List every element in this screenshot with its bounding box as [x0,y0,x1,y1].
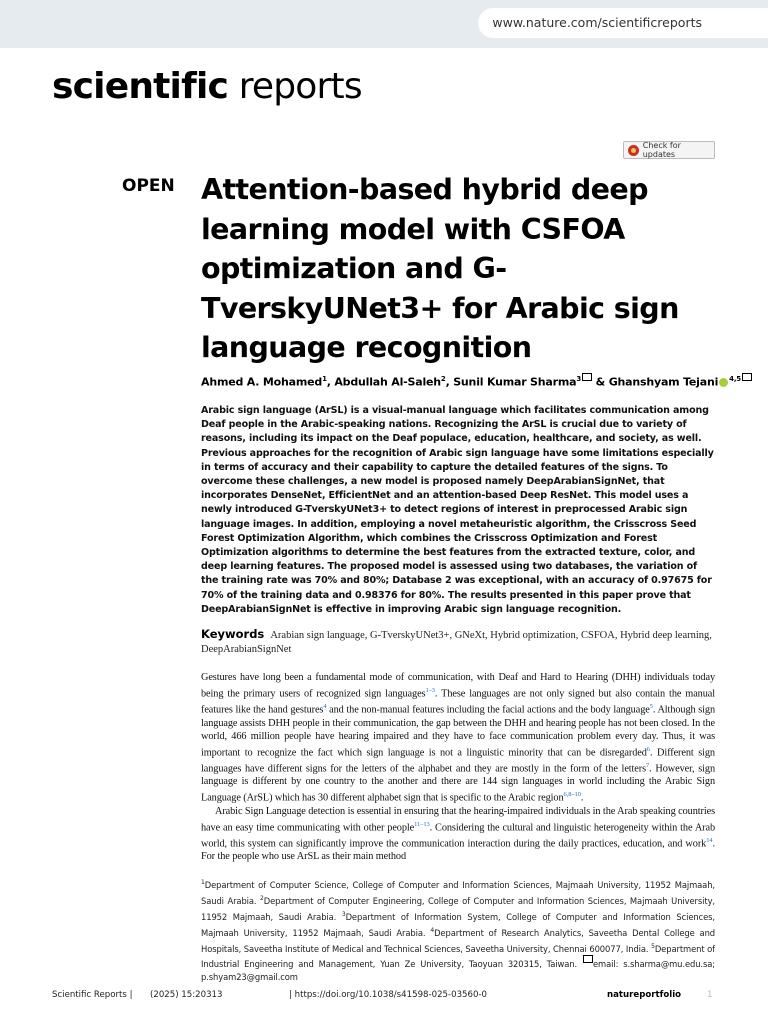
body-text [201,672,715,864]
journal-logo-light: reports [228,66,362,107]
body-text-run: . Although sign language assists DHH people in their communication, the gap between the DHH and hearing people has not been closed. In the world, 466 million people have hearing impaired and they have to face communication problem every day. Thus, it was important to recognize the fact which sign language is not a linguistic minority that can be disregarded [201,704,715,759]
article-title: Attention-based hybrid deep learning model with CSFOA optimization and G-TverskyUNet3+ for Arabic sign language recognition [201,173,679,364]
page-footer [52,990,716,1004]
citation-link[interactable]: 7 [646,761,650,769]
author-affiliation-ref: 2 [440,375,446,383]
citation-link[interactable]: 6,8–10 [563,791,581,799]
affiliation-text: Department of Computer Science, College of Computer and Information Sciences, Majmaah University, 11952 Majmaah, Saudi Arabia. [201,879,715,906]
citation-link[interactable]: 6 [646,745,650,753]
citation-link[interactable]: 14 [706,837,713,845]
affiliation-number: 2 [260,894,264,902]
author-affiliation-ref: 4,5 [729,375,741,383]
body-text-run: . Considering the cultural and linguistic heterogeneity within the Arab world, this system can significantly improve the communication interaction during the daily practices, education, and work [201,822,715,850]
open-access-label: OPEN [122,176,175,196]
affiliation-number: 5 [651,942,655,950]
body-text-run: Arabic Sign Language detection is essential in ensuring that the hearing-impaired individuals in the Arab speaking countries have an easy time communicating with other people [201,805,715,834]
check-for-updates-button[interactable] [623,141,715,159]
keywords-block [201,628,715,656]
top-banner [0,0,768,48]
email-icon[interactable] [582,373,592,381]
author-list [201,373,741,389]
body-text-run: . For the people who use ArSL as their main method [201,838,715,863]
body-text-run: Gestures have long been a fundamental mode of communication, with Deaf and Hard to Hearing (DHH) individuals today being the primary users of recognized sign languages [201,672,715,700]
author-affiliation-ref: 1 [322,375,327,383]
orcid-icon[interactable] [719,378,728,387]
citation-link[interactable]: 4 [323,703,327,711]
author-affiliation-ref: 3 [576,375,582,383]
affiliation-text: Department of Computer Engineering, College of Computer and Information Sciences, Majmaah University, 11952 Majmaah, Saudi Arabia. [201,895,715,922]
affiliation-text: Department of Information System, College of Computer and Information Sciences, Majmaah University, 11952 Majmaah, Saudi Arabia. [201,911,715,938]
footer-journal: Scientific Reports | [52,990,133,1000]
author-separator: & [592,375,609,389]
citation-link[interactable]: 5 [649,703,653,711]
corresponding-email[interactable]: email: s.sharma@mu.edu.sa; p.shyam23@gmail.com [201,959,715,983]
journal-logo[interactable] [52,66,362,107]
abstract: Arabic sign language (ArSL) is a visual-manual language which facilitates communication among Deaf people in the Arabic-speaking nations. Recognizing the ArSL is crucial due to variety of reasons, including its impact on the Deaf populace, education, healthcare, and society, as well. Previous approaches for the recognition of Arabic sign language have some limitations especially in terms of accuracy and their capability to capture the detailed features of the signs. To overcome these challenges, a new model is proposed namely DeepArabianSignNet, that incorporates DenseNet, EfficientNet and an attention-based Deep ResNet. This model uses a newly introduced G-TverskyUNet3+ to detect regions of interest in preprocessed Arabic sign language images. In addition, employing a novel metaheuristic algorithm, the Crisscross Seed Forest Optimization Algorithm, which combines the Crisscross Optimization and Forest Optimization algorithms to determine the best features from the extracted texture, color, and deep learning features. The proposed model is assessed using two databases, the variation of the training rate was 70% and 80%; Database 2 was exceptional, with an accuracy of 0.97675 for 70% of the training data and 0.98376 for 80%. The results presented in this paper prove that DeepArabianSignNet is effective in improving Arabic sign language recognition. [201,405,714,615]
body-text-run: . These languages are not only signed but also contain the manual features like the hand gestures [201,688,715,716]
check-for-updates-label: Check for updates [642,141,681,159]
keywords-list: Arabian sign language, G-TverskyUNet3+, GNeXt, Hybrid optimization, CSFOA, Hybrid deep learning, DeepArabianSignNet [201,630,712,655]
footer-doi-link[interactable]: | https://doi.org/10.1038/s41598-025-03560-0 [289,990,488,1000]
body-text-run: and the non-manual features including the facial actions and the body language [326,704,650,716]
author-separator: , [326,375,335,389]
author-separator: , [445,375,454,389]
citation-link[interactable]: 11–13 [414,820,430,828]
affiliation-number: 4 [430,926,435,934]
affiliation-text: Department of Industrial Engineering and Management, Yuan Ze University, Taoyuan 320315, Taiwan. [201,943,715,970]
page-number: 1 [707,990,713,1000]
author-name[interactable]: Ahmed A. Mohamed [201,375,323,389]
journal-url[interactable]: www.nature.com/scientificreports [478,8,716,38]
affiliation-text: Department of Research Analytics, Saveetha Dental College and Hospitals, Saveetha Institute of Medical and Technical Sciences, Saveetha University, Chennai 600077, India. [201,927,716,954]
body-text-run: . However, sign language is different by one country to the another and there are 144 sign languages in world including the Arabic Sign Language (ArSL) which has 30 different alphabet sign that is specific to the Arabic region [201,763,715,804]
affiliation-number: 1 [201,879,205,886]
footer-volume: (2025) 15:20313 [150,990,223,1000]
crossmark-icon [628,145,639,156]
publisher-logo: natureportfolio [607,990,682,1000]
affiliations [201,876,715,984]
email-icon[interactable] [742,373,752,381]
body-text-run: . Different sign languages have different signs for the letters of the alphabet and they are mostly in the form of the letters [201,747,715,775]
body-paragraph [201,672,715,806]
author-name[interactable]: Sunil Kumar Sharma [453,375,577,389]
citation-link[interactable]: 1–3 [425,686,435,694]
author-name[interactable]: Ghanshyam Tejani [608,375,719,389]
affiliation-number: 3 [341,910,346,918]
author-name[interactable]: Abdullah Al-Saleh [334,375,441,389]
body-paragraph [201,806,715,865]
body-text-run: . [580,792,584,804]
email-icon [583,955,593,963]
keywords-heading: Keywords [201,627,265,641]
journal-logo-bold: scientific [52,66,229,107]
